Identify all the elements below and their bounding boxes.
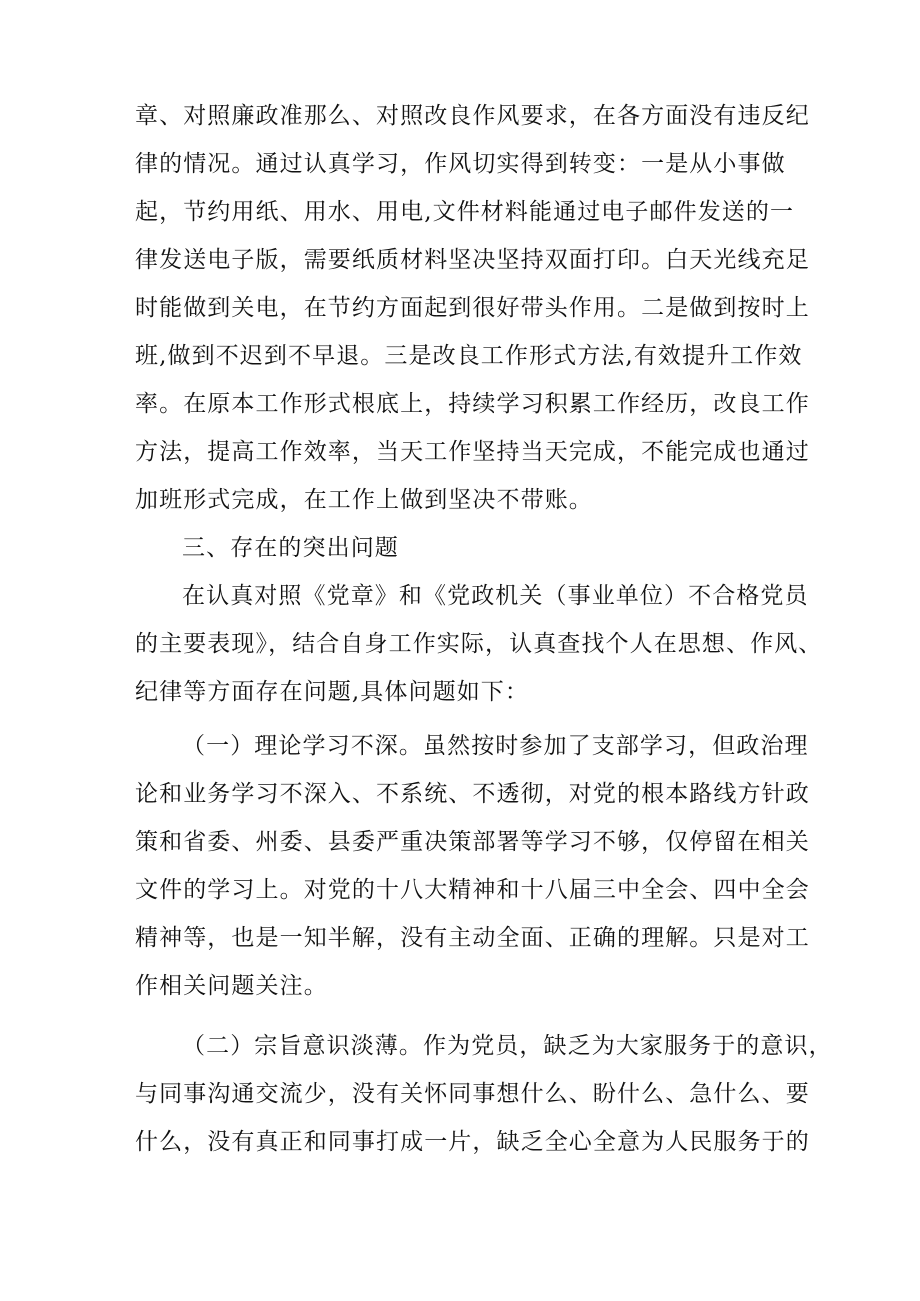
text-line-8: 方法，提高工作效率，当天工作坚持当天完成，不能完成也通过 <box>135 439 810 465</box>
text-line-18: 精神等，也是一知半解，没有主动全面、正确的理解。只是对工 <box>135 925 810 951</box>
section-heading: 三、存在的突出问题 <box>182 535 399 561</box>
text-line-1: 章、对照廉政准那么、对照改良作风要求，在各方面没有违反纪 <box>135 103 810 129</box>
text-line-6: 班,做到不迟到不早退。三是改良工作形式方法,有效提升工作效 <box>135 343 803 369</box>
text-line-15: 论和业务学习不深入、不系统、不透彻，对党的根本路线方针政 <box>135 781 810 807</box>
text-line-14: （一）理论学习不深。虽然按时参加了支部学习，但政治理 <box>182 733 809 759</box>
text-line-13: 纪律等方面存在问题,具体问题如下： <box>135 679 530 705</box>
text-line-7: 率。在原本工作形式根底上，持续学习积累工作经历，改良工作 <box>135 391 810 417</box>
text-line-4: 律发送电子版，需要纸质材料坚决坚持双面打印。白天光线充足 <box>135 247 810 273</box>
text-line-5: 时能做到关电，在节约方面起到很好带头作用。二是做到按时上 <box>135 295 810 321</box>
text-line-11: 在认真对照《党章》和《党政机关（事业单位）不合格党员 <box>182 583 809 609</box>
text-line-2: 律的情况。通过认真学习，作风切实得到转变：一是从小事做 <box>135 151 786 177</box>
text-line-22: 什么，没有真正和同事打成一片，缺乏全心全意为人民服务于的 <box>135 1129 810 1155</box>
text-line-21: 与同事沟通交流少，没有关怀同事想什么、盼什么、急什么、要 <box>135 1081 810 1107</box>
text-line-9: 加班形式完成，在工作上做到坚决不带账。 <box>135 487 593 513</box>
text-line-20: （二）宗旨意识淡薄。作为党员，缺乏为大家服务于的意识， <box>182 1033 833 1059</box>
text-line-16: 策和省委、州委、县委严重决策部署等学习不够，仅停留在相关 <box>135 829 810 855</box>
text-line-19: 作相关问题关注。 <box>135 973 328 999</box>
text-line-12: 的主要表现》，结合自身工作实际，认真查找个人在思想、作风、 <box>135 631 823 657</box>
text-line-17: 文件的学习上。对党的十八大精神和十八届三中全会、四中全会 <box>135 877 810 903</box>
text-line-3: 起，节约用纸、用水、用电,文件材料能通过电子邮件发送的一 <box>135 199 795 225</box>
